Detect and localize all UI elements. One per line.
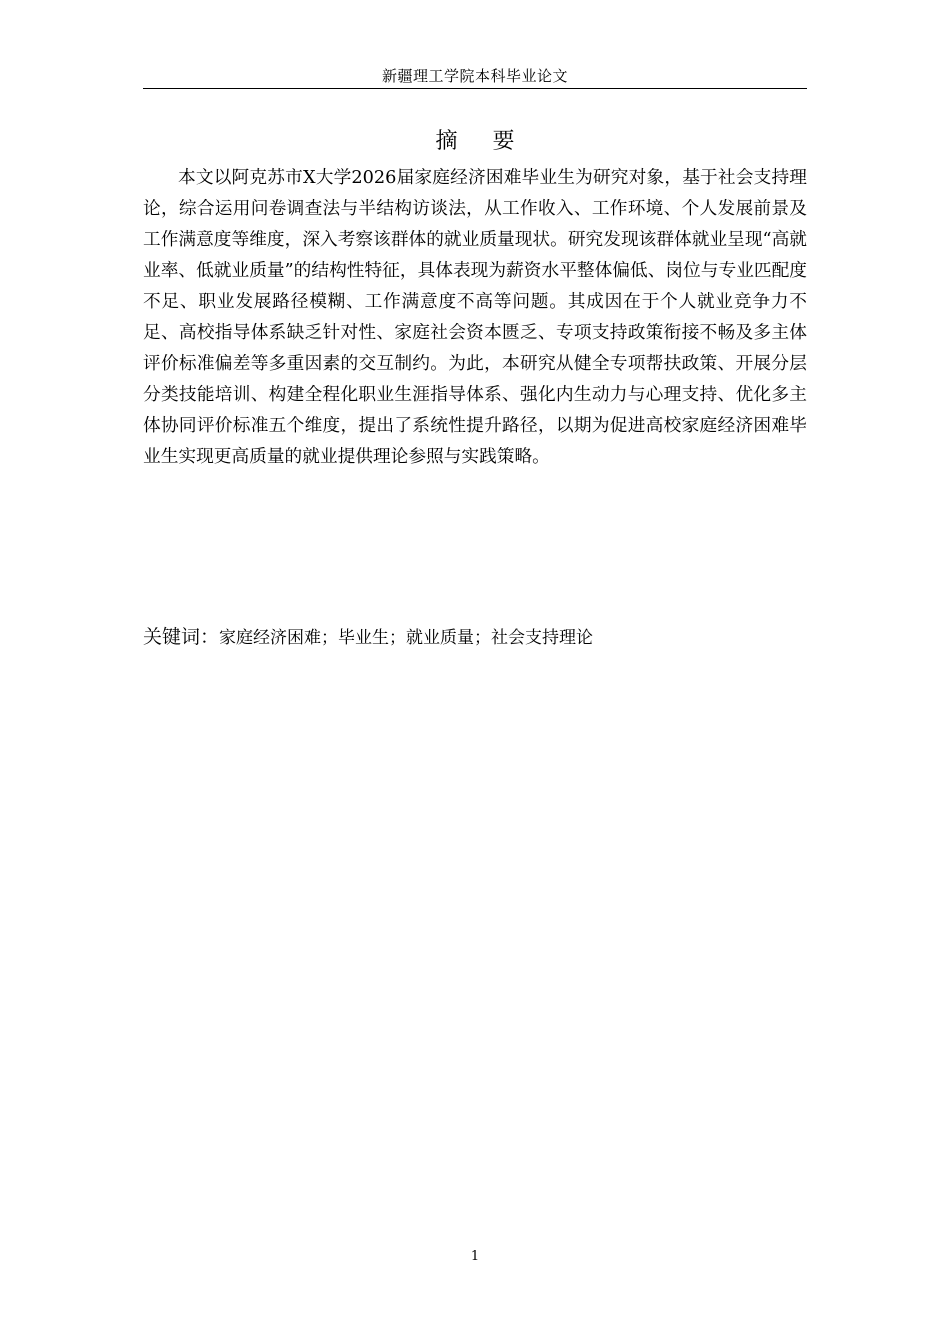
keywords-line bbox=[143, 622, 807, 653]
page-number: 1 bbox=[470, 1249, 480, 1264]
abstract-title: 摘 要 bbox=[435, 129, 529, 154]
abstract-body: 本文以阿克苏市X大学2026届家庭经济困难毕业生为研究对象，基于社会支持理论，综合运用问卷调查法与半结构访谈法，从工作收入、工作环境、个人发展前景及工作满意度等维度，深入考察该群体的就业质量现状。研究发现该群体就业呈现“高就业率、低就业质量”的结构性特征，具体表现为薪资水平整体偏低、岗位与专业匹配度不足、职业发展路径模糊、工作满意度不高等问题。其成因在于个人就业竞争力不足、高校指导体系缺乏针对性、家庭社会资本匮乏、专项支持政策衔接不畅及多主体评价标准偏差等多重因素的交互制约。为此，本研究从健全专项帮扶政策、开展分层分类技能培训、构建全程化职业生涯指导体系、强化内生动力与心理支持、优化多主体协同评价标准五个维度，提出了系统性提升路径，以期为促进高校家庭经济困难毕业生实现更高质量的就业提供理论参照与实践策略。 bbox=[143, 168, 807, 467]
running-header: 新疆理工学院本科毕业论文 bbox=[381, 67, 568, 85]
header-rule bbox=[143, 88, 807, 89]
keywords-label: 关键词： bbox=[143, 626, 220, 648]
keywords-text: 家庭经济困难；毕业生；就业质量；社会支持理论 bbox=[219, 628, 594, 648]
